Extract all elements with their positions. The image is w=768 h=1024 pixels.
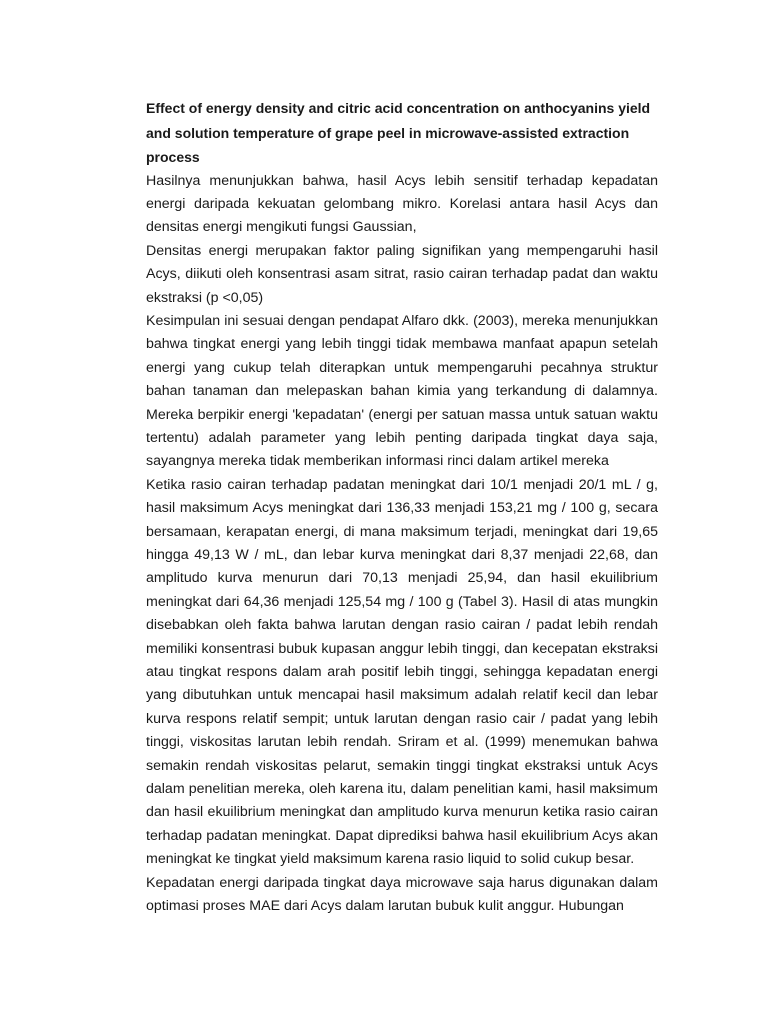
document-page: [146, 96, 658, 919]
paragraph-conclusion: Kesimpulan ini sesuai dengan pendapat Alfaro dkk. (2003), mereka menunjukkan bahwa tingkat energi yang lebih tinggi tidak membawa manfaat apapun setelah energi yang cukup telah diterapkan untuk mempengaruhi pecahnya struktur bahan tanaman dan melepaskan bahan kimia yang terkandung di dalamnya. Mereka berpikir energi 'kepadatan' (energi per satuan massa untuk satuan waktu tertentu) adalah parameter yang lebih penting daripada tingkat daya saja, sayangnya mereka tidak memberikan informasi rinci dalam artikel mereka: [146, 312, 658, 470]
paragraph-results: Hasilnya menunjukkan bahwa, hasil Acys lebih sensitif terhadap kepadatan energi daripada kekuatan gelombang mikro. Korelasi antara hasil Acys dan densitas energi mengikuti fungsi Gaussian,: [146, 172, 658, 236]
paragraph-liquid-solid-ratio: Ketika rasio cairan terhadap padatan meningkat dari 10/1 menjadi 20/1 mL / g, hasil maksimum Acys meningkat dari 136,33 menjadi 153,21 mg / 100 g, secara bersamaan, kerapatan energi, di mana maksimum terjadi, meningkat dari 19,65 hingga 49,13 W / mL, dan lebar kurva meningkat dari 8,37 menjadi 22,68, dan amplitudo kurva menurun dari 70,13 menjadi 25,94, dan hasil ekuilibrium meningkat dari 64,36 menjadi 125,54 mg / 100 g (Tabel 3). Hasil di atas mungkin disebabkan oleh fakta bahwa larutan dengan rasio cairan / padat lebih rendah memiliki konsentrasi bubuk kupasan anggur lebih tinggi, dan kecepatan ekstraksi atau tingkat respons dalam arah positif lebih tinggi, sehingga kepadatan energi yang dibutuhkan untuk mencapai hasil maksimum adalah relatif kecil dan lebar kurva respons relatif sempit; untuk larutan dengan rasio cair / padat yang lebih tinggi, viskositas larutan lebih rendah. Sriram et al. (1999) menemukan bahwa semakin rendah viskositas pelarut, semakin tinggi tingkat ekstraksi untuk Acys dalam penelitian mereka, oleh karena itu, dalam penelitian kami, hasil maksimum dan hasil ekuilibrium meningkat dan amplitudo kurva menurun ketika rasio cairan terhadap padatan meningkat. Dapat diprediksi bahwa hasil ekuilibrium Acys akan meningkat ke tingkat yield maksimum karena rasio liquid to solid cukup besar.: [146, 476, 658, 868]
paragraph-energy-density-optimization: Kepadatan energi daripada tingkat daya microwave saja harus digunakan dalam optimasi proses MAE dari Acys dalam larutan bubuk kulit anggur. Hubungan: [146, 874, 658, 915]
document-title: Effect of energy density and citric acid concentration on anthocyanins yield and solution temperature of grape peel in microwave-assisted extraction process: [146, 100, 651, 165]
paragraph-energy-density: Densitas energi merupakan faktor paling signifikan yang mempengaruhi hasil Acys, diikuti oleh konsentrasi asam sitrat, rasio cairan terhadap padat dan waktu ekstraksi (p <0,05): [146, 242, 658, 306]
